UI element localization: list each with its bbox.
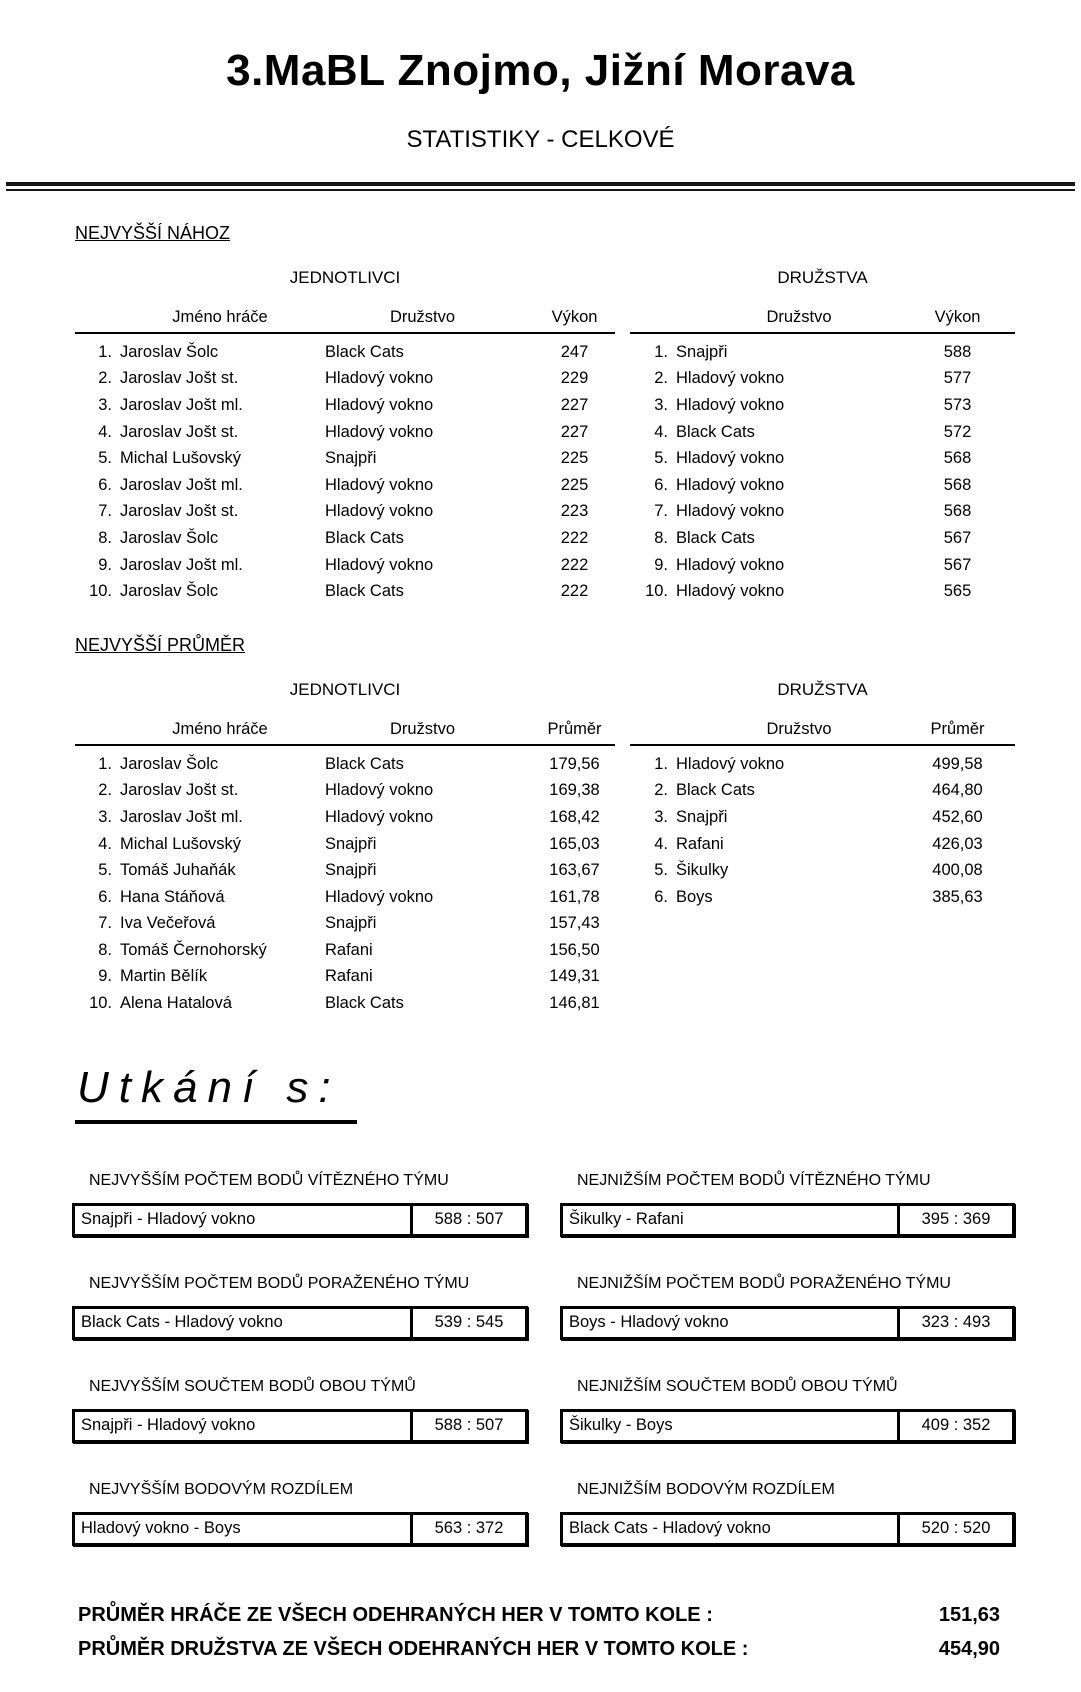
player-name-cell: Hana Stáňová [120,887,225,906]
table-row [75,578,615,605]
team-cell: Hladový vokno [676,369,785,388]
match-score: 588 : 507 [410,1206,525,1234]
table-row [630,578,1015,605]
value-cell: 225 [560,475,589,494]
match-stat [72,1378,528,1443]
match-stat-label: NEJNIŽŠÍM POČTEM BODŮ PORAŽENÉHO TÝMU [577,1274,951,1292]
player-name-cell: Jaroslav Jošt ml. [120,475,243,494]
match-stat-box [560,1512,1015,1546]
rank-cell: 1. [654,754,668,773]
column-header-team: Družstvo [389,308,456,326]
team-cell: Black Cats [325,754,404,773]
teams-table [630,268,1015,605]
team-cell: Black Cats [676,781,755,800]
value-cell: 568 [943,475,972,494]
team-cell: Hladový vokno [325,422,434,441]
team-cell: Hladový vokno [676,475,785,494]
section-heading: NEJVYŠŠÍ NÁHOZ [75,223,231,243]
value-cell: 577 [943,369,972,388]
match-score: 395 : 369 [897,1206,1012,1234]
value-cell: 168,42 [549,807,600,826]
player-name-cell: Tomáš Černohorský [120,940,267,959]
individuals-table [75,268,615,605]
column-header-value: Průměr [930,719,985,738]
rank-cell: 8. [654,528,668,547]
match-stat-box [72,1203,528,1237]
column-header-value: Výkon [551,308,598,326]
match-stat [72,1275,528,1340]
table-title: DRUŽSTVA [777,268,868,287]
match-stat [560,1481,1015,1546]
rank-cell: 8. [98,528,112,547]
table-row [75,472,615,499]
table-row [630,392,1015,419]
match-stat-label: NEJNIŽŠÍM BODOVÝM ROZDÍLEM [577,1480,835,1498]
section-heading: NEJVYŠŠÍ PRŮMĚR [75,634,246,655]
value-cell: 179,56 [549,754,600,773]
team-cell: Hladový vokno [325,502,434,521]
value-cell: 588 [943,342,972,361]
value-cell: 229 [560,369,589,388]
column-header-team: Družstvo [389,719,456,738]
value-cell: 169,38 [549,781,600,800]
team-cell: Hladový vokno [325,887,434,906]
table-title: DRUŽSTVA [777,679,868,699]
rank-cell: 7. [98,914,112,933]
rank-cell: 5. [98,861,112,880]
table-row [75,392,615,419]
table-row [75,525,615,552]
table-row [75,831,615,858]
matches-heading: Utkání s: [75,1063,357,1124]
table-row [75,911,615,938]
team-cell: Hladový vokno [325,807,434,826]
player-name-cell: Jaroslav Jošt st. [120,502,239,521]
rank-cell: 3. [654,395,668,414]
value-cell: 565 [943,582,972,601]
rank-cell: 2. [654,369,668,388]
value-cell: 499,58 [932,754,983,773]
rank-cell: 10. [645,582,668,601]
rank-cell: 7. [654,502,668,521]
player-name-cell: Jaroslav Jošt st. [120,369,239,388]
team-cell: Rafani [325,967,373,986]
rank-cell: 4. [98,834,112,853]
team-cell: Boys [676,887,713,906]
table-row [75,499,615,526]
value-cell: 225 [560,449,589,468]
match-teams: Black Cats - Hladový vokno [81,1313,283,1332]
match-stat-label: NEJNIŽŠÍM POČTEM BODŮ VÍTĚZNÉHO TÝMU [577,1171,931,1189]
match-score: 588 : 507 [410,1412,525,1440]
match-teams: Šikulky - Boys [569,1416,673,1435]
rank-cell: 2. [98,369,112,388]
table-row [75,937,615,964]
rank-cell: 9. [98,967,112,986]
rank-cell: 4. [98,422,112,441]
page-title: 3.MaBL Znojmo, Jižní Morava [226,46,855,95]
value-cell: 157,43 [549,914,600,933]
value-cell: 227 [560,395,589,414]
table-row [75,751,615,778]
match-stat-label: NEJVYŠŠÍM POČTEM BODŮ VÍTĚZNÉHO TÝMU [89,1171,449,1189]
team-cell: Snajpři [325,914,377,933]
value-cell: 149,31 [549,967,600,986]
player-name-cell: Jaroslav Jošt ml. [120,395,243,414]
table-row [630,445,1015,472]
rank-cell: 1. [654,342,668,361]
value-cell: 573 [943,395,972,414]
value-cell: 426,03 [932,834,983,853]
value-cell: 227 [560,422,589,441]
table-row [630,857,1015,884]
match-score: 539 : 545 [410,1309,525,1337]
table-header [630,720,1015,746]
match-stat [72,1481,528,1546]
column-header-team: Družstvo [766,719,832,738]
table-row [630,339,1015,366]
player-name-cell: Michal Lušovský [120,834,242,853]
team-cell: Black Cats [325,582,404,601]
match-stat-box [72,1512,528,1546]
table-header [75,720,615,746]
match-stat [72,1172,528,1237]
match-stat-box [72,1306,528,1340]
rank-cell: 5. [98,449,112,468]
team-cell: Black Cats [325,528,404,547]
team-cell: Black Cats [325,342,404,361]
team-cell: Black Cats [676,528,755,547]
rank-cell: 6. [654,887,668,906]
match-stat-grid [72,1172,1081,1546]
section-highest-average [75,635,1081,1017]
match-teams: Snajpři - Hladový vokno [81,1416,256,1435]
summary-value: 454,90 [938,1637,1000,1660]
match-score: 409 : 352 [897,1412,1012,1440]
table-row [630,751,1015,778]
rank-cell: 6. [98,887,112,906]
rank-cell: 4. [654,422,668,441]
table-row [75,990,615,1017]
match-teams: Hladový vokno - Boys [81,1519,241,1538]
rank-cell: 2. [98,781,112,800]
value-cell: 385,63 [932,887,983,906]
column-header-name: Jméno hráče [172,719,268,738]
player-name-cell: Jaroslav Jošt st. [120,422,239,441]
team-cell: Black Cats [676,422,755,441]
match-stat-box [560,1306,1015,1340]
summary-value: 151,63 [938,1603,1000,1626]
rank-cell: 10. [89,582,112,601]
table-title: JEDNOTLIVCI [289,679,401,699]
player-name-cell: Tomáš Juhaňák [120,861,236,880]
value-cell: 247 [560,342,589,361]
table-row [75,964,615,991]
team-cell: Hladový vokno [325,555,434,574]
summary-label: PRŮMĚR HRÁČE ZE VŠECH ODEHRANÝCH HER V TOMTO KOLE : [78,1603,713,1626]
team-cell: Hladový vokno [676,502,785,521]
team-cell: Hladový vokno [676,555,785,574]
table-row [75,857,615,884]
match-stat [560,1275,1015,1340]
team-cell: Snajpři [325,861,377,880]
table-row [630,778,1015,805]
team-cell: Snajpři [676,807,728,826]
section-matches [75,1063,1081,1124]
table-row [75,804,615,831]
match-score: 520 : 520 [897,1515,1012,1543]
table-row [75,419,615,446]
individuals-table [75,680,615,1017]
summary-line [78,1638,1000,1661]
rank-cell: 5. [654,861,668,880]
value-cell: 161,78 [549,887,600,906]
table-row [630,525,1015,552]
team-cell: Hladový vokno [325,395,434,414]
match-teams: Black Cats - Hladový vokno [569,1519,771,1538]
rank-cell: 6. [98,475,112,494]
match-stat-box [72,1409,528,1443]
rank-cell: 9. [654,555,668,574]
table-row [630,804,1015,831]
table-header [75,308,615,334]
table-row [75,445,615,472]
rank-cell: 7. [98,502,112,521]
value-cell: 222 [560,528,589,547]
column-header-name: Jméno hráče [172,308,268,326]
value-cell: 568 [943,502,972,521]
value-cell: 163,67 [549,861,600,880]
player-name-cell: Martin Bělík [120,967,208,986]
table-row [75,552,615,579]
value-cell: 568 [943,449,972,468]
player-name-cell: Jaroslav Šolc [120,342,219,361]
column-header-team: Družstvo [766,308,832,326]
team-cell: Snajpři [676,342,728,361]
rank-cell: 1. [98,754,112,773]
match-score: 563 : 372 [410,1515,525,1543]
rank-cell: 8. [98,940,112,959]
team-cell: Hladový vokno [325,475,434,494]
value-cell: 567 [943,528,972,547]
value-cell: 464,80 [932,781,983,800]
rank-cell: 3. [98,807,112,826]
team-cell: Black Cats [325,994,404,1013]
value-cell: 400,08 [932,861,983,880]
player-name-cell: Jaroslav Jošt st. [120,781,239,800]
table-row [630,499,1015,526]
rank-cell: 9. [98,555,112,574]
section-highest-throw [75,223,1081,605]
table-row [630,419,1015,446]
page-subtitle: STATISTIKY - CELKOVÉ [406,126,675,153]
column-header-value: Průměr [547,719,602,738]
table-row [630,472,1015,499]
rank-cell: 5. [654,449,668,468]
match-stat [560,1378,1015,1443]
teams-table [630,680,1015,1017]
match-score: 323 : 493 [897,1309,1012,1337]
rank-cell: 6. [654,475,668,494]
value-cell: 567 [943,555,972,574]
value-cell: 146,81 [549,994,600,1013]
team-cell: Hladový vokno [676,449,785,468]
rank-cell: 10. [89,994,112,1013]
rank-cell: 3. [654,807,668,826]
team-cell: Hladový vokno [325,781,434,800]
match-stat-box [560,1409,1015,1443]
team-cell: Hladový vokno [676,582,785,601]
value-cell: 222 [560,582,589,601]
team-cell: Hladový vokno [676,754,785,773]
value-cell: 156,50 [549,940,600,959]
player-name-cell: Alena Hatalová [120,994,232,1013]
player-name-cell: Jaroslav Šolc [120,582,219,601]
match-stat-label: NEJNIŽŠÍM SOUČTEM BODŮ OBOU TÝMŮ [577,1377,898,1395]
value-cell: 165,03 [549,834,600,853]
divider-double-rule [6,182,1075,191]
player-name-cell: Jaroslav Jošt ml. [120,555,243,574]
table-row [630,831,1015,858]
column-header-value: Výkon [934,308,981,326]
player-name-cell: Jaroslav Šolc [120,754,219,773]
player-name-cell: Iva Večeřová [120,914,216,933]
table-row [75,884,615,911]
match-stat [560,1172,1015,1237]
value-cell: 452,60 [932,807,983,826]
team-cell: Šikulky [676,861,729,880]
table-row [75,778,615,805]
team-cell: Rafani [676,834,724,853]
table-header [630,308,1015,334]
value-cell: 223 [560,502,589,521]
match-stat-box [560,1203,1015,1237]
team-cell: Rafani [325,940,373,959]
team-cell: Snajpři [325,834,377,853]
table-row [630,552,1015,579]
team-cell: Hladový vokno [676,395,785,414]
team-cell: Snajpři [325,449,377,468]
match-stat-label: NEJVYŠŠÍM POČTEM BODŮ PORAŽENÉHO TÝMU [89,1274,470,1292]
value-cell: 222 [560,555,589,574]
team-cell: Hladový vokno [325,369,434,388]
summary [78,1604,1000,1661]
match-stat-label: NEJVYŠŠÍM BODOVÝM ROZDÍLEM [89,1480,354,1498]
table-row [75,366,615,393]
rank-cell: 4. [654,834,668,853]
player-name-cell: Jaroslav Šolc [120,528,219,547]
match-teams: Snajpři - Hladový vokno [81,1210,256,1229]
value-cell: 572 [943,422,972,441]
table-row [630,884,1015,911]
match-teams: Šikulky - Rafani [569,1210,684,1229]
rank-cell: 3. [98,395,112,414]
summary-label: PRŮMĚR DRUŽSTVA ZE VŠECH ODEHRANÝCH HER V TOMTO KOLE : [78,1637,749,1660]
table-row [75,339,615,366]
summary-line [78,1604,1000,1627]
player-name-cell: Michal Lušovský [120,449,242,468]
match-teams: Boys - Hladový vokno [569,1313,729,1332]
rank-cell: 2. [654,781,668,800]
match-stat-label: NEJVYŠŠÍM SOUČTEM BODŮ OBOU TÝMŮ [89,1377,416,1395]
player-name-cell: Jaroslav Jošt ml. [120,807,243,826]
rank-cell: 1. [98,342,112,361]
table-title: JEDNOTLIVCI [289,268,401,287]
table-row [630,366,1015,393]
